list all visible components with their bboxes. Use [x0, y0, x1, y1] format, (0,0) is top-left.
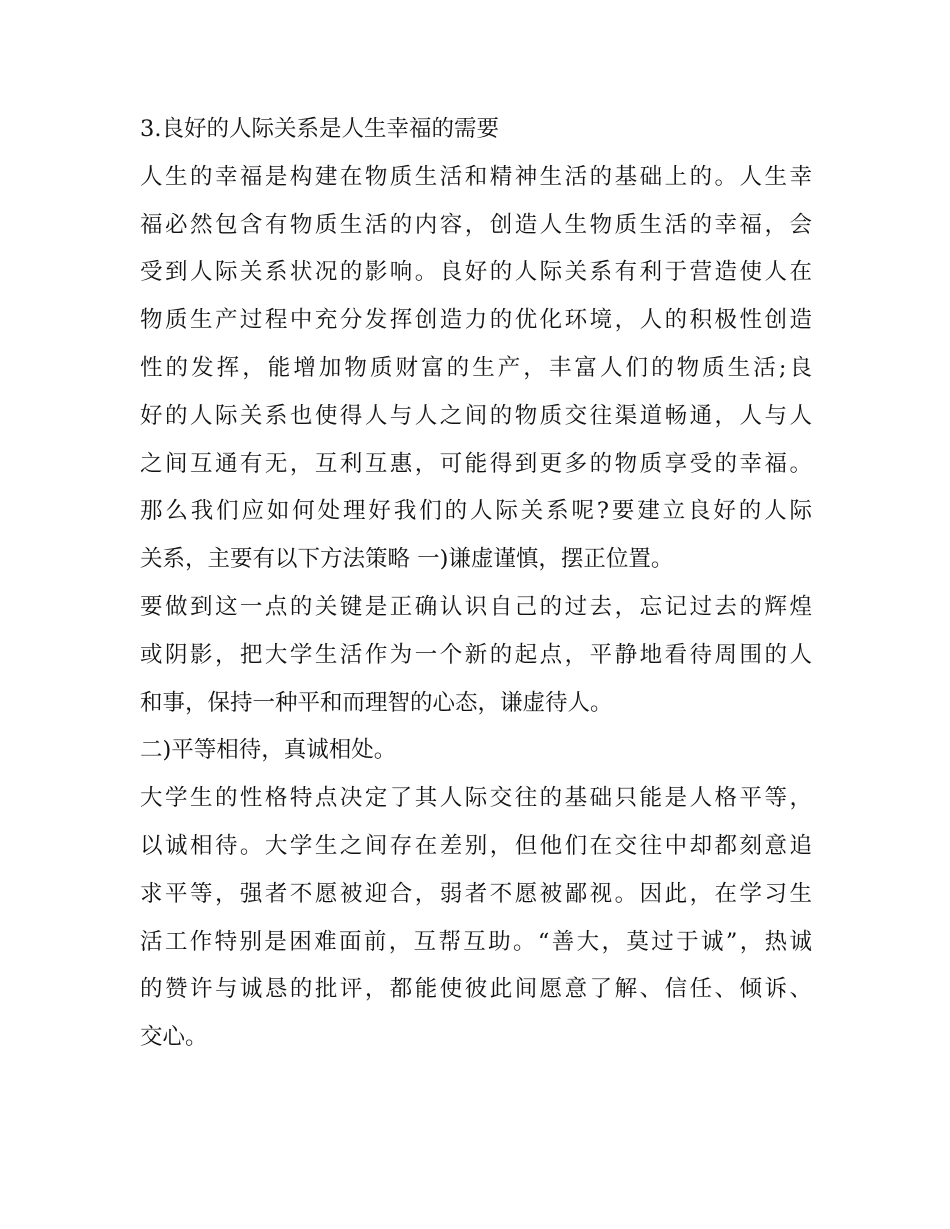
- document-body: [140, 106, 812, 1062]
- text-line: 福必然包含有物质生活的内容，创造人生物质生活的幸福，会: [140, 211, 812, 238]
- subsection-heading: 二)平等相待，真诚相处。: [140, 737, 397, 764]
- text-line: 或阴影，把大学生活作为一个新的起点，平静地看待周围的人: [140, 641, 812, 668]
- text-line: 求平等，强者不愿被迎合，弱者不愿被鄙视。因此，在学习生: [140, 880, 812, 907]
- text-line: 的赞许与诚恳的批评，都能使彼此间愿意了解、信任、倾诉、: [140, 976, 812, 1003]
- text-line: 之间互通有无，互利互惠，可能得到更多的物质享受的幸福。: [140, 450, 812, 477]
- text-line: 活工作特别是困难面前，互帮互助。“善大，莫过于诚”，热诚: [140, 928, 812, 955]
- text-line: 要做到这一点的关键是正确认识自己的过去，忘记过去的辉煌: [140, 593, 812, 620]
- text-line: 交心。: [140, 1024, 208, 1051]
- text-line: 受到人际关系状况的影响。良好的人际关系有利于营造使人在: [140, 259, 812, 286]
- text-line: 物质生产过程中充分发挥创造力的优化环境，人的积极性创造: [140, 307, 812, 334]
- text-line: 大学生的性格特点决定了其人际交往的基础只能是人格平等，: [140, 785, 812, 812]
- text-line: 和事，保持一种平和而理智的心态，谦虚待人。: [140, 689, 613, 716]
- text-line: 以诚相待。大学生之间存在差别，但他们在交往中却都刻意追: [140, 832, 812, 859]
- text-line: 性的发挥，能增加物质财富的生产，丰富人们的物质生活;良: [140, 354, 812, 381]
- section-heading: 3.良好的人际关系是人生幸福的需要: [140, 116, 499, 142]
- text-line: 那么我们应如何处理好我们的人际关系呢?要建立良好的人际: [140, 498, 812, 525]
- text-line: 关系，主要有以下方法策略 一)谦虚谨慎，摆正位置。: [140, 546, 674, 573]
- text-line: 人生的幸福是构建在物质生活和精神生活的基础上的。人生幸: [140, 163, 812, 190]
- text-line: 好的人际关系也使得人与人之间的物质交往渠道畅通，人与人: [140, 402, 812, 429]
